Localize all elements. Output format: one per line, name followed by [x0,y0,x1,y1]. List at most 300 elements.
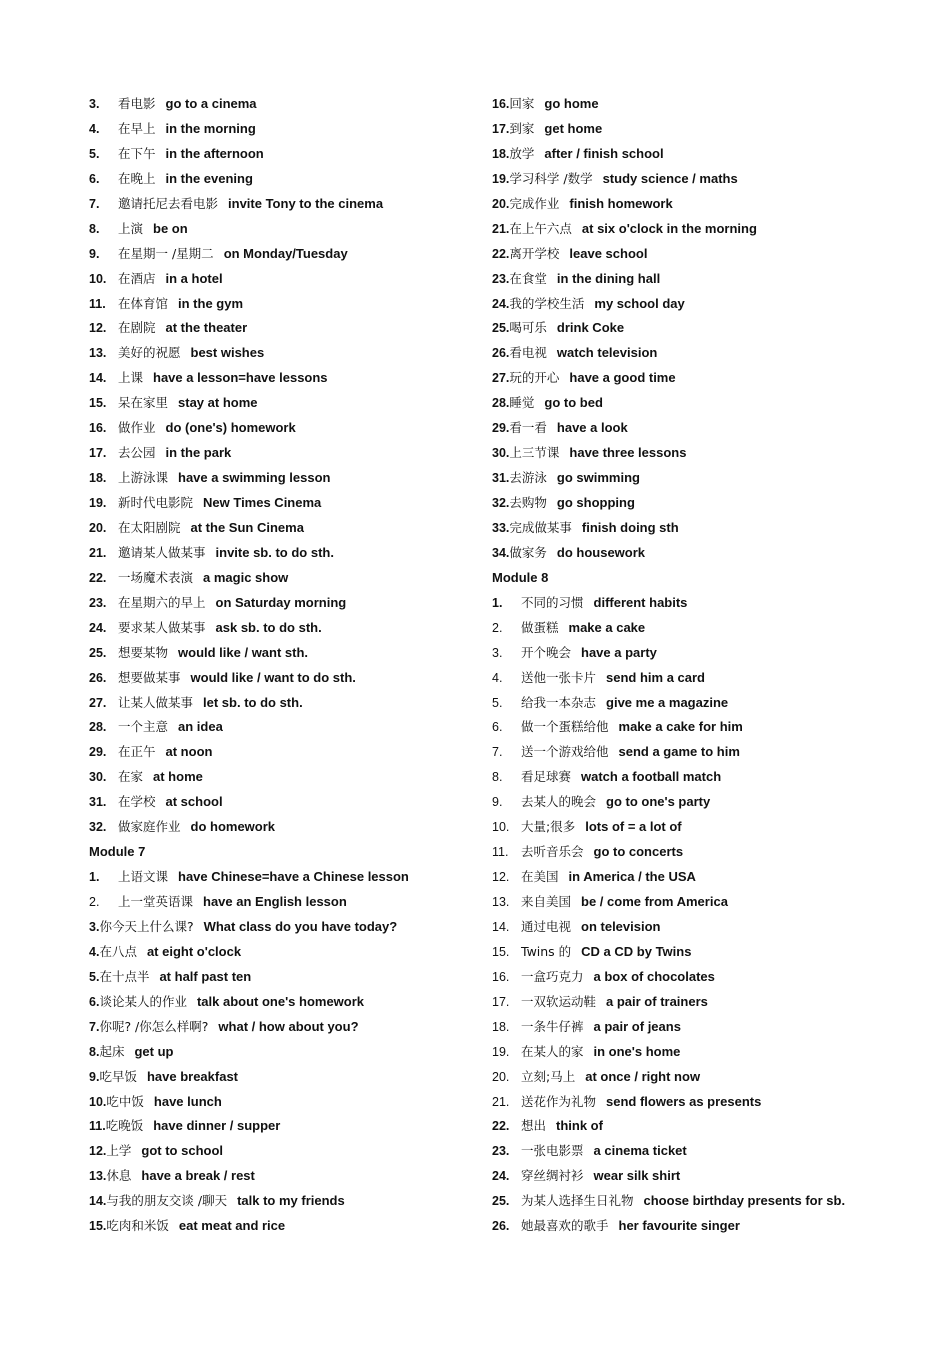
chinese-term: 在正午 [118,744,156,760]
item-number: 29. [492,421,510,436]
item-number: 5. [492,695,503,710]
vocab-item [492,965,932,990]
chinese-term: 送花作为礼物 [521,1093,597,1109]
chinese-term: 在食堂 [509,270,547,286]
english-phrase: different habits [593,594,688,610]
chinese-term: 到家 [509,120,535,136]
chinese-term: 完成作业 [509,195,560,211]
chinese-term: 大量;很多 [521,819,576,835]
item-number: 22. [492,246,510,261]
vocab-item [89,865,479,890]
english-phrase: in the afternoon [165,145,264,161]
item-number: 32. [89,820,107,835]
item-number: 11. [89,1119,106,1134]
english-phrase: lots of = a lot of [585,819,682,835]
vocab-item [492,1114,932,1139]
item-number: 22. [89,570,107,585]
english-phrase: a cinema ticket [593,1143,687,1159]
item-number: 1. [89,870,100,885]
english-phrase: at the Sun Cinema [190,519,304,535]
vocab-item [89,242,479,267]
vocab-item [89,391,479,416]
chinese-term: 起床 [99,1043,125,1059]
vocab-item [89,267,479,292]
chinese-term: 邀请某人做某事 [118,544,206,560]
vocab-item [492,940,932,965]
chinese-term: 睡觉 [509,395,535,411]
item-number: 24. [89,620,107,635]
item-number: 4. [89,121,100,136]
english-phrase: her favourite singer [618,1218,740,1234]
english-phrase: make a cake [568,619,646,635]
vocab-item [492,466,932,491]
english-phrase: in the evening [165,170,253,186]
item-number: 9. [89,1069,100,1084]
english-phrase: in the dining hall [556,270,661,286]
item-number: 12. [89,1144,107,1159]
english-phrase: have three lessons [569,445,687,461]
chinese-term: 休息 [106,1168,132,1184]
chinese-term: 不同的习惯 [521,594,584,610]
english-phrase: an idea [178,719,223,735]
english-phrase: study science / maths [602,170,738,186]
vocab-item [492,890,932,915]
item-number: 25. [492,321,510,336]
english-phrase: finish doing sth [581,519,679,535]
chinese-term: 放学 [509,145,535,161]
chinese-term: 做一个蛋糕给他 [521,719,609,735]
vocab-item [492,641,932,666]
english-phrase: What class do you have today? [203,918,398,934]
item-number: 8. [492,770,503,785]
vocab-item [89,740,479,765]
english-phrase: at once / right now [585,1068,701,1084]
english-phrase: would like / want to do sth. [190,669,356,685]
item-number: 6. [89,171,100,186]
chinese-term: 美好的祝愿 [118,345,181,361]
vocab-item [89,890,479,915]
english-phrase: have a party [581,644,657,660]
chinese-term: 去购物 [509,495,547,510]
chinese-term: 送一个游戏给他 [521,744,609,760]
english-phrase: have a lesson=have lessons [153,370,328,386]
item-number: 10. [89,1094,107,1109]
english-phrase: on television [581,918,661,934]
chinese-term: 做家庭作业 [118,819,181,835]
item-number: 19. [492,1044,510,1059]
item-number: 23. [492,271,510,286]
chinese-term: 想出 [521,1118,547,1134]
item-number: 30. [492,446,510,461]
module-heading [492,566,932,591]
module-heading-text: Module 7 [89,844,146,860]
english-phrase: do (one's) homework [165,420,296,436]
vocab-item [492,1139,932,1164]
item-number: 1. [492,595,503,610]
english-phrase: have breakfast [146,1068,239,1084]
english-phrase: go to one's party [606,794,711,810]
vocab-item [492,167,932,192]
english-phrase: choose birthday presents for sb. [643,1193,846,1209]
vocab-item [89,541,479,566]
english-phrase: send a game to him [618,744,740,760]
item-number: 21. [89,545,107,560]
vocab-item [89,715,479,740]
chinese-term: 为某人选择生日礼物 [521,1193,634,1209]
chinese-term: 去公园 [118,445,156,461]
item-number: 24. [492,296,510,311]
chinese-term: 一个主意 [118,719,169,735]
item-number: 25. [492,1194,510,1209]
vocab-item [89,815,479,840]
english-phrase: in a hotel [165,270,223,286]
english-phrase: a pair of jeans [593,1018,681,1034]
chinese-term: 在体育馆 [118,295,169,311]
vocab-item [492,192,932,217]
item-number: 17. [492,994,510,1009]
item-number: 28. [492,396,510,411]
english-phrase: watch a football match [581,769,722,785]
item-number: 25. [89,645,107,660]
english-phrase: in the park [165,445,232,461]
english-phrase: get up [134,1043,174,1059]
vocab-item [89,341,479,366]
vocab-item [89,1139,479,1164]
vocab-item [492,1189,932,1214]
item-number: 7. [492,745,503,760]
vocab-item [89,466,479,491]
english-phrase: after / finish school [544,145,664,161]
chinese-term: 在太阳剧院 [118,519,181,535]
item-number: 2. [89,895,100,909]
item-number: 16. [492,97,510,111]
vocab-item [492,267,932,292]
vocab-item [89,1164,479,1189]
item-number: 16. [89,421,107,436]
item-number: 12. [89,321,107,336]
vocab-item [492,740,932,765]
english-phrase: at eight o'clock [146,943,242,959]
chinese-term: 你呢? /你怎么样啊? [99,1018,209,1034]
english-phrase: in America / the USA [568,869,696,885]
english-phrase: a magic show [203,569,289,585]
vocab-item [492,1015,932,1040]
item-number: 34. [492,545,510,560]
vocab-item [492,815,932,840]
vocab-item [89,491,479,516]
item-number: 2. [492,620,503,635]
english-phrase: be / come from America [581,894,728,909]
vocab-item [492,865,932,890]
chinese-term: 完成做某事 [509,519,572,535]
english-phrase: drink Coke [556,320,625,336]
item-number: 26. [492,1219,510,1234]
english-phrase: have Chinese=have a Chinese lesson [178,869,409,885]
chinese-term: 一场魔术表演 [118,569,194,585]
vocab-item [89,167,479,192]
chinese-term: 上学 [106,1143,132,1159]
chinese-term: 吃早饭 [99,1068,137,1084]
chinese-term: 一张电影票 [521,1143,584,1159]
chinese-term: 喝可乐 [509,320,547,336]
chinese-term: 看一看 [509,420,547,436]
english-phrase: give me a magazine [606,694,729,710]
vocab-item [492,990,932,1015]
vocab-item [89,316,479,341]
vocab-item [89,1090,479,1115]
chinese-term: 送他一张卡片 [521,669,597,685]
item-number: 15. [89,1219,107,1234]
chinese-term: 在剧院 [118,320,156,336]
vocab-item [89,292,479,317]
chinese-term: 看足球赛 [521,769,572,785]
item-number: 16. [492,969,510,984]
english-phrase: what / how about you? [218,1018,359,1034]
chinese-term: 去听音乐会 [521,844,584,860]
english-phrase: do housework [556,544,646,560]
vocab-item [492,292,932,317]
english-phrase: at half past ten [159,968,252,984]
left-column [89,92,479,1239]
chinese-term: 去游泳 [509,470,547,486]
chinese-term: 想要某物 [118,644,169,660]
vocab-item [492,1040,932,1065]
english-phrase: do homework [190,819,276,835]
english-phrase: best wishes [190,345,265,361]
vocab-item [492,242,932,267]
item-number: 14. [89,1194,107,1209]
english-phrase: at the theater [165,320,248,336]
chinese-term: 上课 [118,370,144,386]
english-phrase: have an English lesson [203,894,347,909]
chinese-term: 做家务 [509,544,547,560]
item-number: 12. [492,870,510,885]
vocab-item [492,541,932,566]
vocab-item [492,790,932,815]
vocab-item [492,1090,932,1115]
english-phrase: go to bed [544,395,603,411]
vocab-item [89,217,479,242]
english-phrase: eat meat and rice [178,1218,286,1234]
vocab-item [89,765,479,790]
item-number: 3. [89,919,100,934]
item-number: 21. [492,1094,510,1109]
item-number: 27. [492,371,510,386]
chinese-term: 上演 [118,220,144,236]
vocab-item [89,416,479,441]
item-number: 14. [492,919,510,934]
english-phrase: get home [544,120,603,136]
chinese-term: 在酒店 [118,270,156,286]
item-number: 21. [492,221,510,236]
chinese-term: 做蛋糕 [521,619,559,635]
english-phrase: make a cake for him [618,719,743,735]
chinese-term: 在家 [118,769,144,785]
chinese-term: 离开学校 [509,245,560,261]
vocab-item [89,666,479,691]
english-phrase: have a look [556,420,628,436]
vocab-item [89,691,479,716]
english-phrase: ask sb. to do sth. [215,619,322,635]
vocab-item [492,441,932,466]
chinese-term: 在八点 [99,943,137,959]
vocab-item [89,516,479,541]
chinese-term: 吃晚饭 [105,1118,144,1134]
item-number: 31. [492,471,510,486]
english-phrase: invite Tony to the cinema [228,195,384,211]
chinese-term: 让某人做某事 [118,694,194,710]
item-number: 27. [89,695,107,710]
chinese-term: 开个晚会 [521,644,572,660]
item-number: 6. [89,994,100,1009]
vocab-item [89,990,479,1015]
item-number: 10. [89,271,107,286]
english-phrase: have a break / rest [141,1168,255,1184]
vocab-item [492,416,932,441]
vocab-item [89,915,479,940]
item-number: 6. [492,720,503,735]
item-number: 8. [89,221,100,236]
english-phrase: watch television [556,345,658,361]
chinese-term: 在美国 [521,869,559,885]
item-number: 3. [492,645,503,660]
english-phrase: wear silk shirt [593,1168,681,1184]
item-number: 23. [89,595,107,610]
vocab-item [89,591,479,616]
vocab-item [89,616,479,641]
chinese-term: 上游泳课 [118,470,169,486]
chinese-term: 你今天上什么课? [99,918,194,934]
chinese-term: 给我一本杂志 [521,694,597,710]
vocab-item [492,591,932,616]
english-phrase: think of [556,1118,603,1134]
item-number: 26. [89,670,107,685]
item-number: 10. [492,820,510,835]
vocab-item [89,1040,479,1065]
item-number: 8. [89,1044,100,1059]
vocab-item [89,366,479,391]
vocab-item [492,117,932,142]
vocab-item [89,192,479,217]
chinese-term: 在星期一 /星期二 [118,245,214,261]
chinese-term: 她最喜欢的歌手 [521,1218,609,1234]
vocab-item [492,915,932,940]
english-phrase: in the morning [165,120,256,136]
item-number: 15. [89,396,107,411]
vocab-item [492,142,932,167]
english-phrase: have a swimming lesson [178,470,331,486]
item-number: 19. [492,171,510,186]
chinese-term: 立刻;马上 [521,1068,576,1084]
item-number: 17. [492,121,510,136]
english-phrase: finish homework [569,195,673,211]
item-number: 30. [89,770,107,785]
chinese-term: 上三节课 [509,445,560,461]
vocab-item [89,1189,479,1214]
chinese-term: 上一堂英语课 [118,894,194,909]
chinese-term: 做作业 [118,420,156,436]
english-phrase: invite sb. to do sth. [215,544,334,560]
item-number: 22. [492,1119,510,1134]
chinese-term: 玩的开心 [509,370,560,386]
chinese-term: 一双软运动鞋 [521,993,597,1009]
english-phrase: at noon [165,744,213,760]
vocab-item [492,516,932,541]
vocab-item [89,1114,479,1139]
chinese-term: Twins 的 [521,943,572,959]
chinese-term: 去某人的晚会 [521,794,597,810]
english-phrase: send him a card [606,669,705,685]
chinese-term: 在下午 [118,145,156,161]
vocab-item [89,790,479,815]
item-number: 7. [89,1019,100,1034]
chinese-term: 在星期六的早上 [118,594,206,610]
vocab-item [89,1065,479,1090]
chinese-term: 新时代电影院 [118,495,194,510]
item-number: 5. [89,969,100,984]
item-number: 19. [89,496,107,510]
vocab-item [492,366,932,391]
chinese-term: 呆在家里 [118,395,169,411]
english-phrase: CD a CD by Twins [581,943,692,959]
item-number: 13. [89,1169,107,1184]
item-number: 28. [89,720,107,735]
vocab-item [492,316,932,341]
item-number: 18. [89,471,107,486]
item-number: 11. [492,845,509,860]
vocab-item [492,691,932,716]
item-number: 14. [89,371,107,386]
chinese-term: 在晚上 [118,170,156,186]
vocab-item [89,117,479,142]
item-number: 3. [89,97,100,111]
chinese-term: 一盒巧克力 [521,968,584,984]
chinese-term: 在上午六点 [509,220,572,236]
chinese-term: 谈论某人的作业 [99,993,187,1009]
module-heading [89,840,479,865]
vocab-item [492,217,932,242]
vocab-item [492,840,932,865]
item-number: 5. [89,146,100,161]
item-number: 9. [492,795,503,810]
item-number: 7. [89,196,100,211]
vocab-item [492,666,932,691]
vocab-item [492,341,932,366]
english-phrase: my school day [594,295,685,311]
vocab-item [89,142,479,167]
chinese-term: 在早上 [118,120,156,136]
english-phrase: go shopping [556,495,635,510]
english-phrase: on Monday/Tuesday [223,245,348,261]
vocab-item [89,1214,479,1239]
vocab-item [492,715,932,740]
english-phrase: stay at home [178,395,258,411]
english-phrase: a box of chocolates [593,968,715,984]
english-phrase: a pair of trainers [606,993,708,1009]
item-number: 20. [89,520,107,535]
item-number: 17. [89,446,107,461]
english-phrase: have a good time [569,370,676,386]
vocab-item [492,1065,932,1090]
vocab-item [492,765,932,790]
vocab-item [89,92,479,117]
vocab-item [492,1214,932,1239]
item-number: 15. [492,944,510,959]
english-phrase: talk about one's homework [196,993,365,1009]
vocab-item [89,1015,479,1040]
chinese-term: 通过电视 [521,918,572,934]
vocab-item [492,1164,932,1189]
